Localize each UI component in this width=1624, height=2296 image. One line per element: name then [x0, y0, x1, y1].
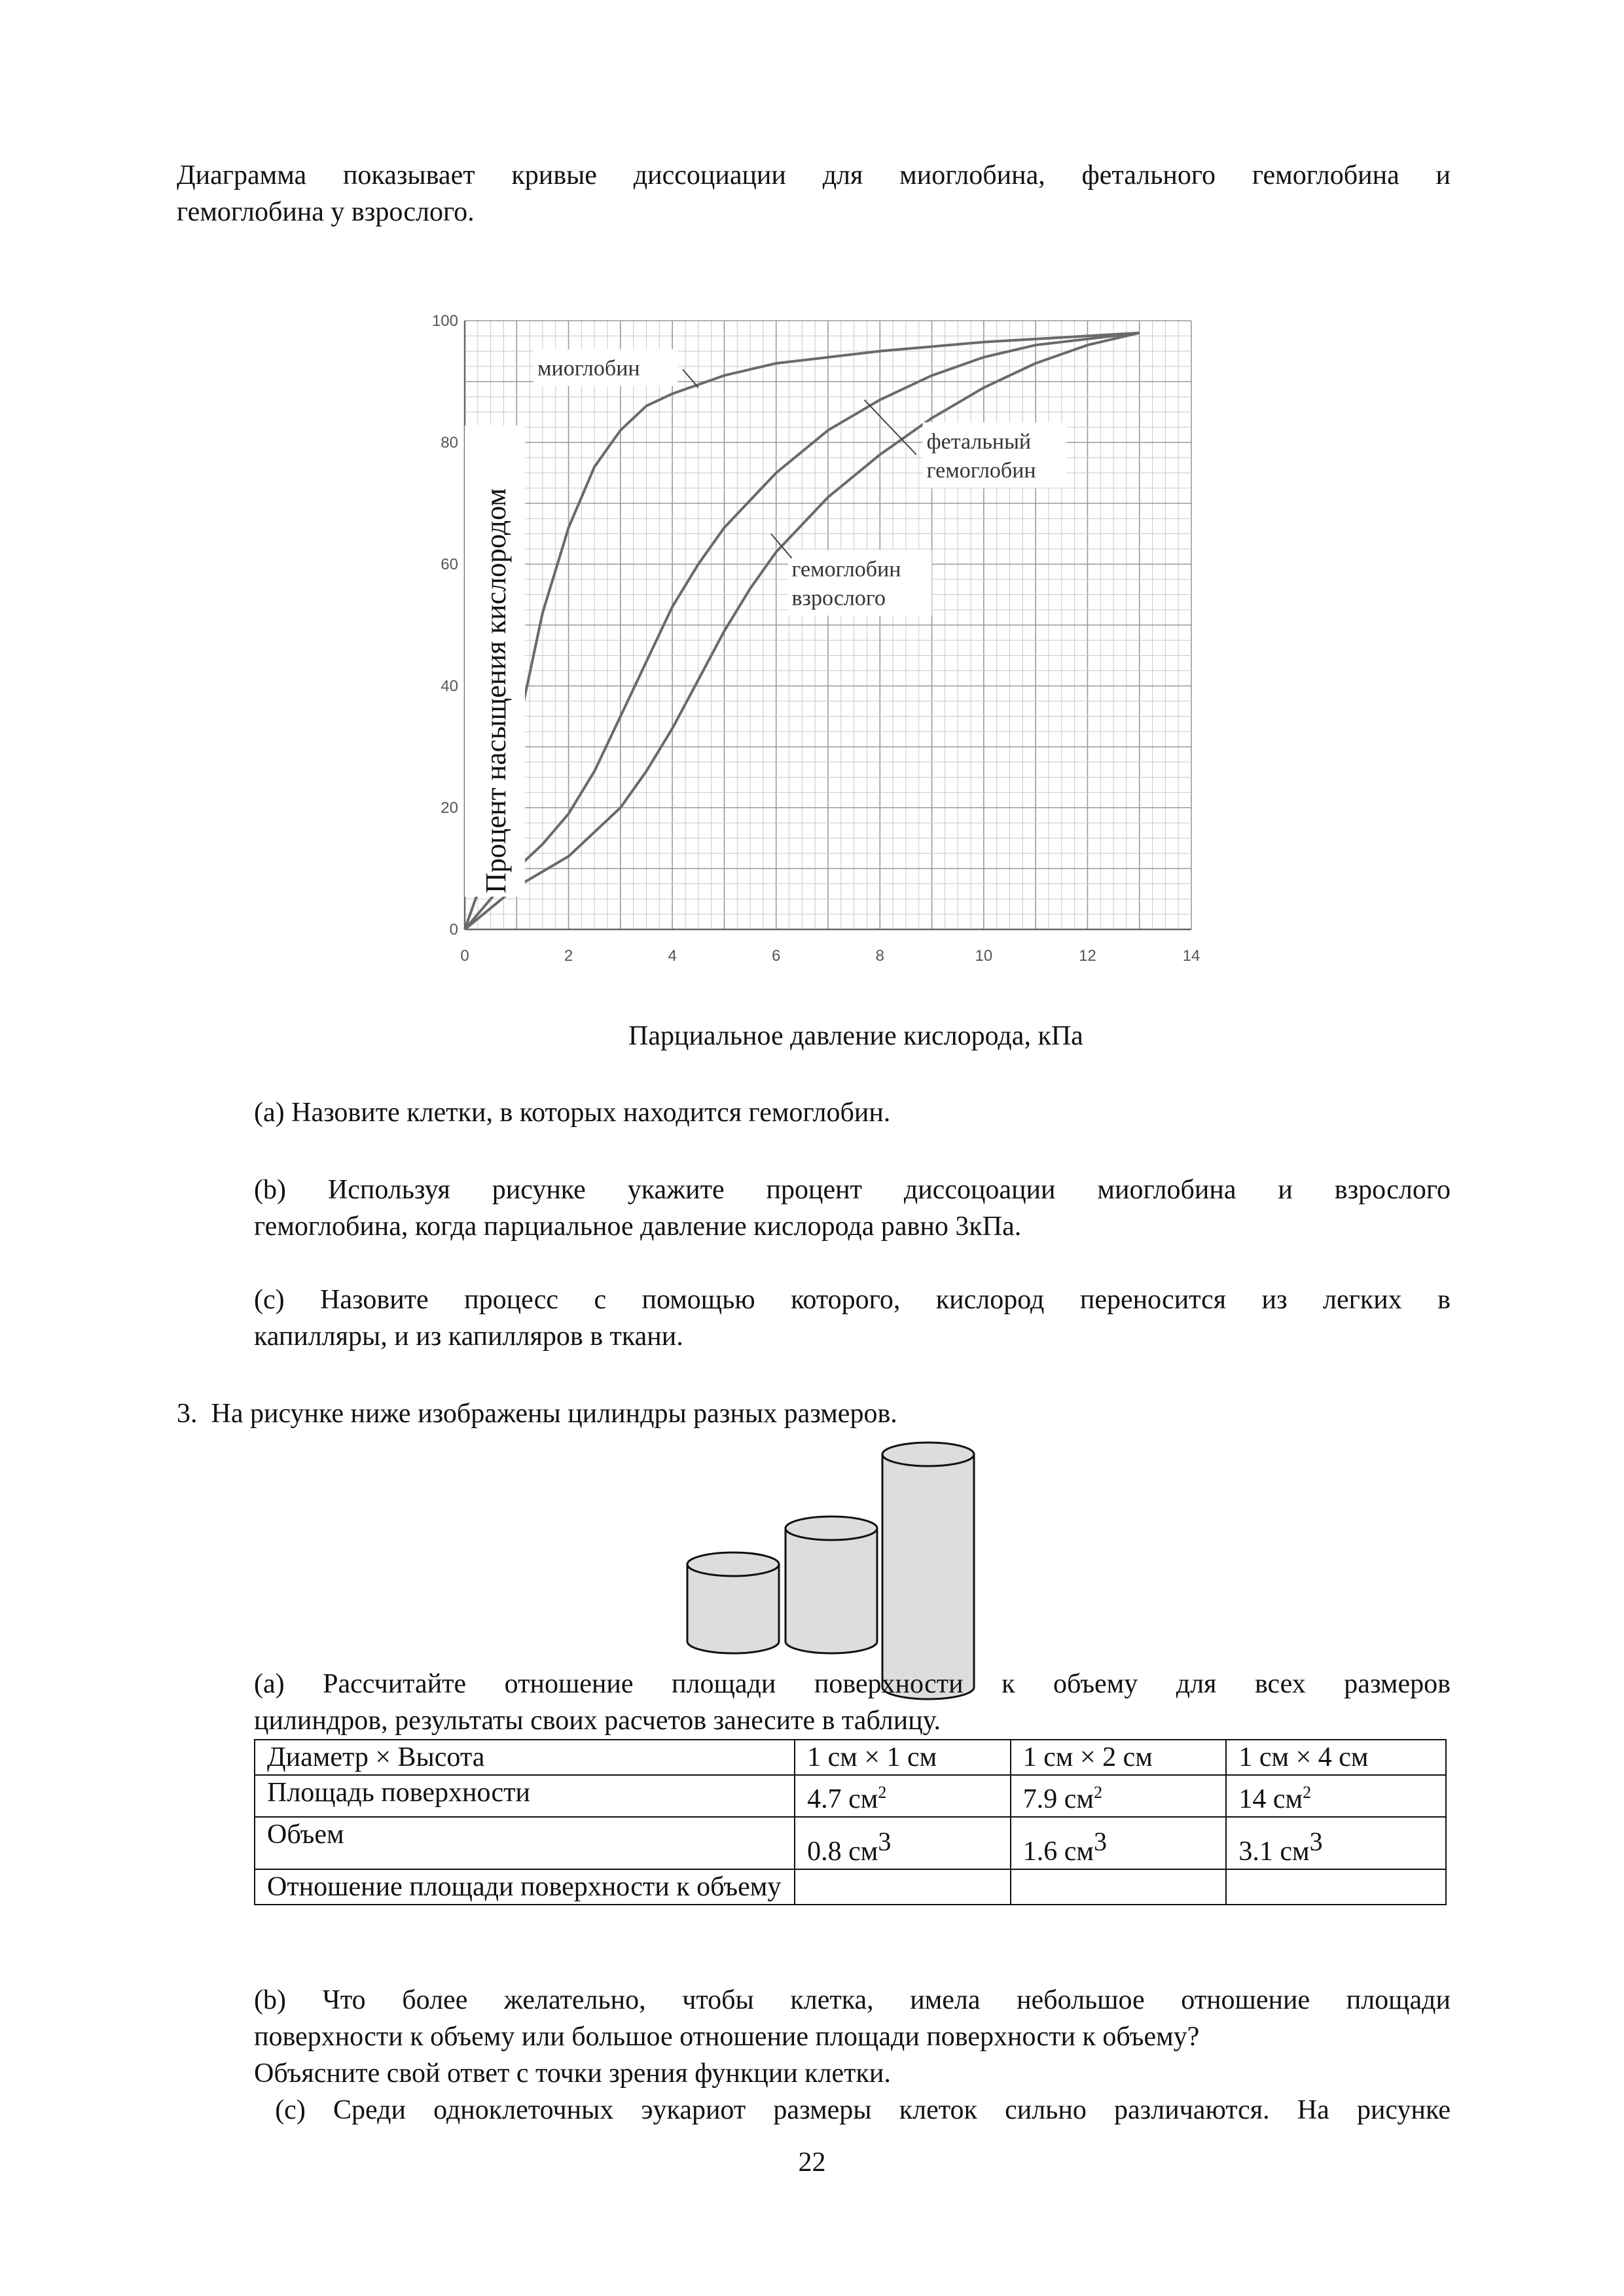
cell-superscript: 3	[1093, 1827, 1107, 1856]
surface-volume-table	[254, 1739, 1447, 1905]
chart-ticks	[432, 312, 1200, 965]
q2-part-c-line-1: (с) Назовите процесс с помощью которого, кислород переносится из легких в	[254, 1285, 1451, 1315]
tall-cylinder	[882, 1443, 974, 1699]
table-cell: Диаметр × Высота	[255, 1740, 795, 1775]
table-cell: Объем	[255, 1817, 795, 1869]
q2-part-a	[254, 1094, 890, 1131]
curve-label: миоглобин	[537, 356, 640, 381]
q3-part-b-line-2: поверхности к объему или большое отношение площади поверхности к объему?	[254, 2022, 1200, 2052]
cell-value: 4.7 см	[807, 1784, 878, 1814]
table-cell: 1 см × 1 см	[795, 1740, 1011, 1775]
curve-label: гемоглобин	[926, 458, 1036, 483]
q3-part-c	[247, 2092, 1451, 2128]
x-tick-label: 8	[875, 947, 884, 965]
curve-label: гемоглобин	[791, 557, 901, 582]
y-tick-label: 80	[441, 434, 458, 452]
curve-label: фетальный	[926, 429, 1032, 454]
medium-cylinder	[785, 1516, 877, 1653]
table-row	[255, 1775, 1446, 1817]
x-tick-label: 6	[772, 947, 781, 965]
table-row	[255, 1740, 1446, 1775]
q2-part-c-line-2: капилляры, и из капилляров в ткани.	[254, 1321, 683, 1352]
table-row	[255, 1869, 1446, 1905]
cell-value: 1.6 см	[1022, 1837, 1094, 1867]
q2-part-b-line-2: гемоглобина, когда парциальное давление кислорода равно 3кПа.	[254, 1211, 1022, 1242]
chart-curve-labels	[533, 350, 1067, 616]
table-row	[255, 1817, 1446, 1869]
y-axis-label: Процент насыщения кислородом	[480, 488, 512, 893]
y-tick-label: 100	[431, 312, 458, 330]
y-tick-label: 40	[441, 677, 458, 695]
x-tick-label: 10	[975, 947, 993, 965]
intro-line-2: гемоглобина у взрослого.	[177, 197, 475, 227]
y-tick-label: 0	[449, 921, 458, 939]
cell-value: 14 см	[1238, 1784, 1303, 1814]
table-cell	[1226, 1775, 1446, 1817]
page-number: 22	[798, 2147, 826, 2178]
q2-part-b-line-1: (b) Используя рисунке укажите процент диссоцоации миоглобина и взрослого	[254, 1175, 1451, 1205]
x-tick-label: 12	[1079, 947, 1096, 965]
q3-part-a-line-1: (а) Рассчитайте отношение площади поверхности к объему для всех размеров	[254, 1669, 1451, 1699]
table-cell	[1226, 1817, 1446, 1869]
cell-value: 7.9 см	[1022, 1784, 1094, 1814]
dissociation-chart	[393, 268, 1218, 988]
table-cell: 1 см × 4 см	[1226, 1740, 1446, 1775]
x-tick-label: 14	[1182, 947, 1200, 965]
cell-value: 0.8 см	[807, 1837, 878, 1867]
table-cell	[1226, 1869, 1446, 1905]
chart-grid	[465, 321, 1191, 929]
table-cell	[1011, 1775, 1227, 1817]
x-tick-label: 4	[668, 947, 677, 965]
q3-part-b-line-1: (b) Что более желательно, чтобы клетка, имела небольшое отношение площади	[254, 1985, 1451, 2015]
table-cell: 1 см × 2 см	[1011, 1740, 1227, 1775]
q2-part-b	[254, 1172, 1451, 1245]
q3-part-a-line-2: цилиндров, результаты своих расчетов занесите в таблицу.	[254, 1706, 941, 1736]
table-cell	[1011, 1817, 1227, 1869]
cell-superscript: 2	[1093, 1783, 1102, 1802]
q2-part-a-text: (а) Назовите клетки, в которых находится гемоглобин.	[254, 1098, 891, 1128]
intro-paragraph	[177, 157, 1451, 230]
table-cell	[1011, 1869, 1227, 1905]
q3-part-b	[254, 1982, 1451, 2092]
q3-part-a	[254, 1666, 1451, 1739]
table-cell: Отношение площади поверхности к объему	[255, 1869, 795, 1905]
table-cell	[795, 1817, 1011, 1869]
cell-superscript: 2	[878, 1783, 887, 1802]
table-cell	[795, 1775, 1011, 1817]
cell-superscript: 3	[1309, 1827, 1323, 1856]
y-tick-label: 20	[441, 799, 458, 817]
q2-part-c	[254, 1282, 1451, 1355]
q3-part-c-line-1: (с) Среди одноклеточных эукариот размеры клеток сильно различаются. На рисунке	[247, 2095, 1451, 2125]
q3-title: 3. На рисунке ниже изображены цилиндры разных размеров.	[177, 1399, 897, 1429]
cell-value: 3.1 см	[1238, 1837, 1310, 1867]
cell-superscript: 2	[1303, 1783, 1312, 1802]
x-tick-label: 2	[564, 947, 573, 965]
table-cell: Площадь поверхности	[255, 1775, 795, 1817]
x-tick-label: 0	[460, 947, 469, 965]
x-axis-label: Парциальное давление кислорода, кПа	[628, 1021, 1083, 1051]
table-cell	[795, 1869, 1011, 1905]
q3-part-b-line-3: Объясните свой ответ с точки зрения функции клетки.	[254, 2058, 891, 2089]
curve-label: взрослого	[791, 586, 886, 611]
intro-line-1: Диаграмма показывает кривые диссоциации для миоглобина, фетального гемоглобина и	[177, 160, 1451, 190]
cell-superscript: 3	[878, 1827, 892, 1856]
y-tick-label: 60	[441, 556, 458, 573]
small-cylinder	[687, 1552, 779, 1653]
